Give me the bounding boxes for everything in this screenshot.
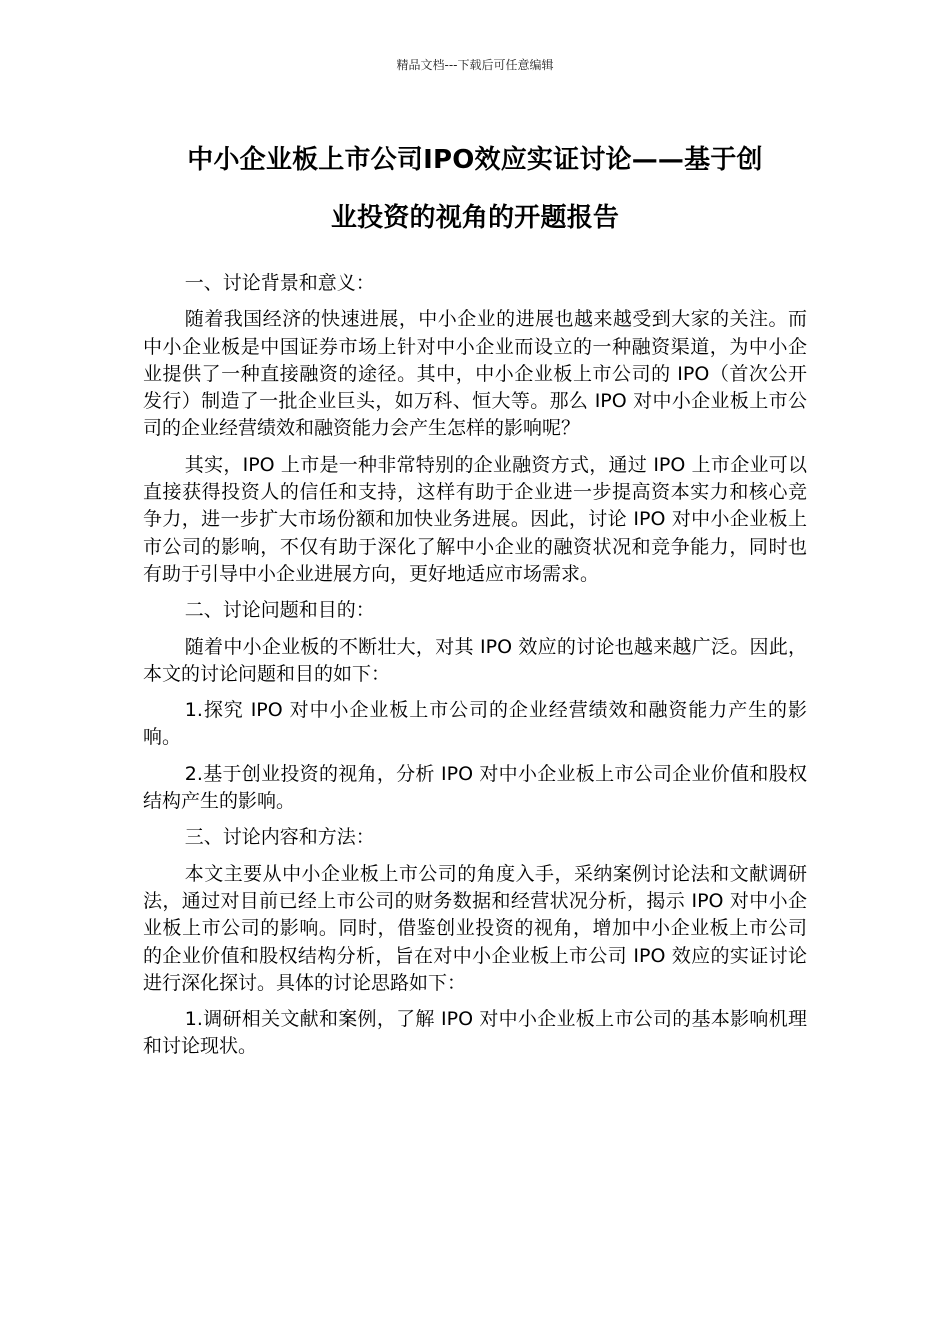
section-heading-background: 一、讨论背景和意义： (184, 272, 375, 294)
paragraph-background-1: 随着我国经济的快速进展，中小企业的进展也越来越受到大家的关注。而中小企业板是中国证券市场上针对中小企业而设立的一种融资渠道，为中小企业提供了一种直接融资的途径。其中，中小企业板上市公司的 IPO（首次公开发行）制造了一批企业巨头，如万科、恒大等。那么 IPO 对中小企业板上市公司的企业经营绩效和融资能力会产生怎样的影响呢？ (143, 308, 807, 440)
title-line-1: 中小企业板上市公司IPO效应实证讨论——基于创 (187, 145, 763, 175)
list-item-question-1: 1.探究 IPO 对中小企业板上市公司的企业经营绩效和融资能力产生的影响。 (143, 699, 807, 749)
paragraph-methods: 本文主要从中小企业板上市公司的角度入手，采纳案例讨论法和文献调研法，通过对目前已经上市公司的财务数据和经营状况分析，揭示 IPO 对中小企业板上市公司的影响。同时，借鉴创业投资的视角，增加中小企业板上市公司的企业价值和股权结构分析，旨在对中小企业板上市公司 IPO 效应的实证讨论进行深化探讨。具体的讨论思路如下： (143, 862, 807, 994)
list-item-question-2: 2.基于创业投资的视角，分析 IPO 对中小企业板上市公司企业价值和股权结构产生的影响。 (143, 762, 807, 813)
paragraph-background-2: 其实，IPO 上市是一种非常特别的企业融资方式，通过 IPO 上市企业可以直接获得投资人的信任和支持，这样有助于企业进一步提高资本实力和核心竞争力，进一步扩大市场份额和加快业务进展。因此，讨论 IPO 对中小企业板上市公司的影响，不仅有助于深化了解中小企业的融资状况和竞争能力，同时也有助于引导中小企业进展方向，更好地适应市场需求。 (143, 453, 807, 585)
list-item-method-1: 1.调研相关文献和案例，了解 IPO 对中小企业板上市公司的基本影响机理和讨论现状。 (143, 1008, 807, 1058)
header-note: 精品文档---下载后可任意编辑 (396, 58, 554, 72)
title-line-2: 业投资的视角的开题报告 (330, 203, 620, 233)
section-heading-questions: 二、讨论问题和目的： (184, 599, 375, 622)
document-body (143, 270, 807, 1070)
document-title (143, 131, 807, 247)
paragraph-questions-intro: 随着中小企业板的不断壮大，对其 IPO 效应的讨论也越来越广泛。因此，本文的讨论问题和目的如下： (143, 635, 807, 685)
section-heading-methods: 三、讨论内容和方法： (184, 826, 375, 849)
